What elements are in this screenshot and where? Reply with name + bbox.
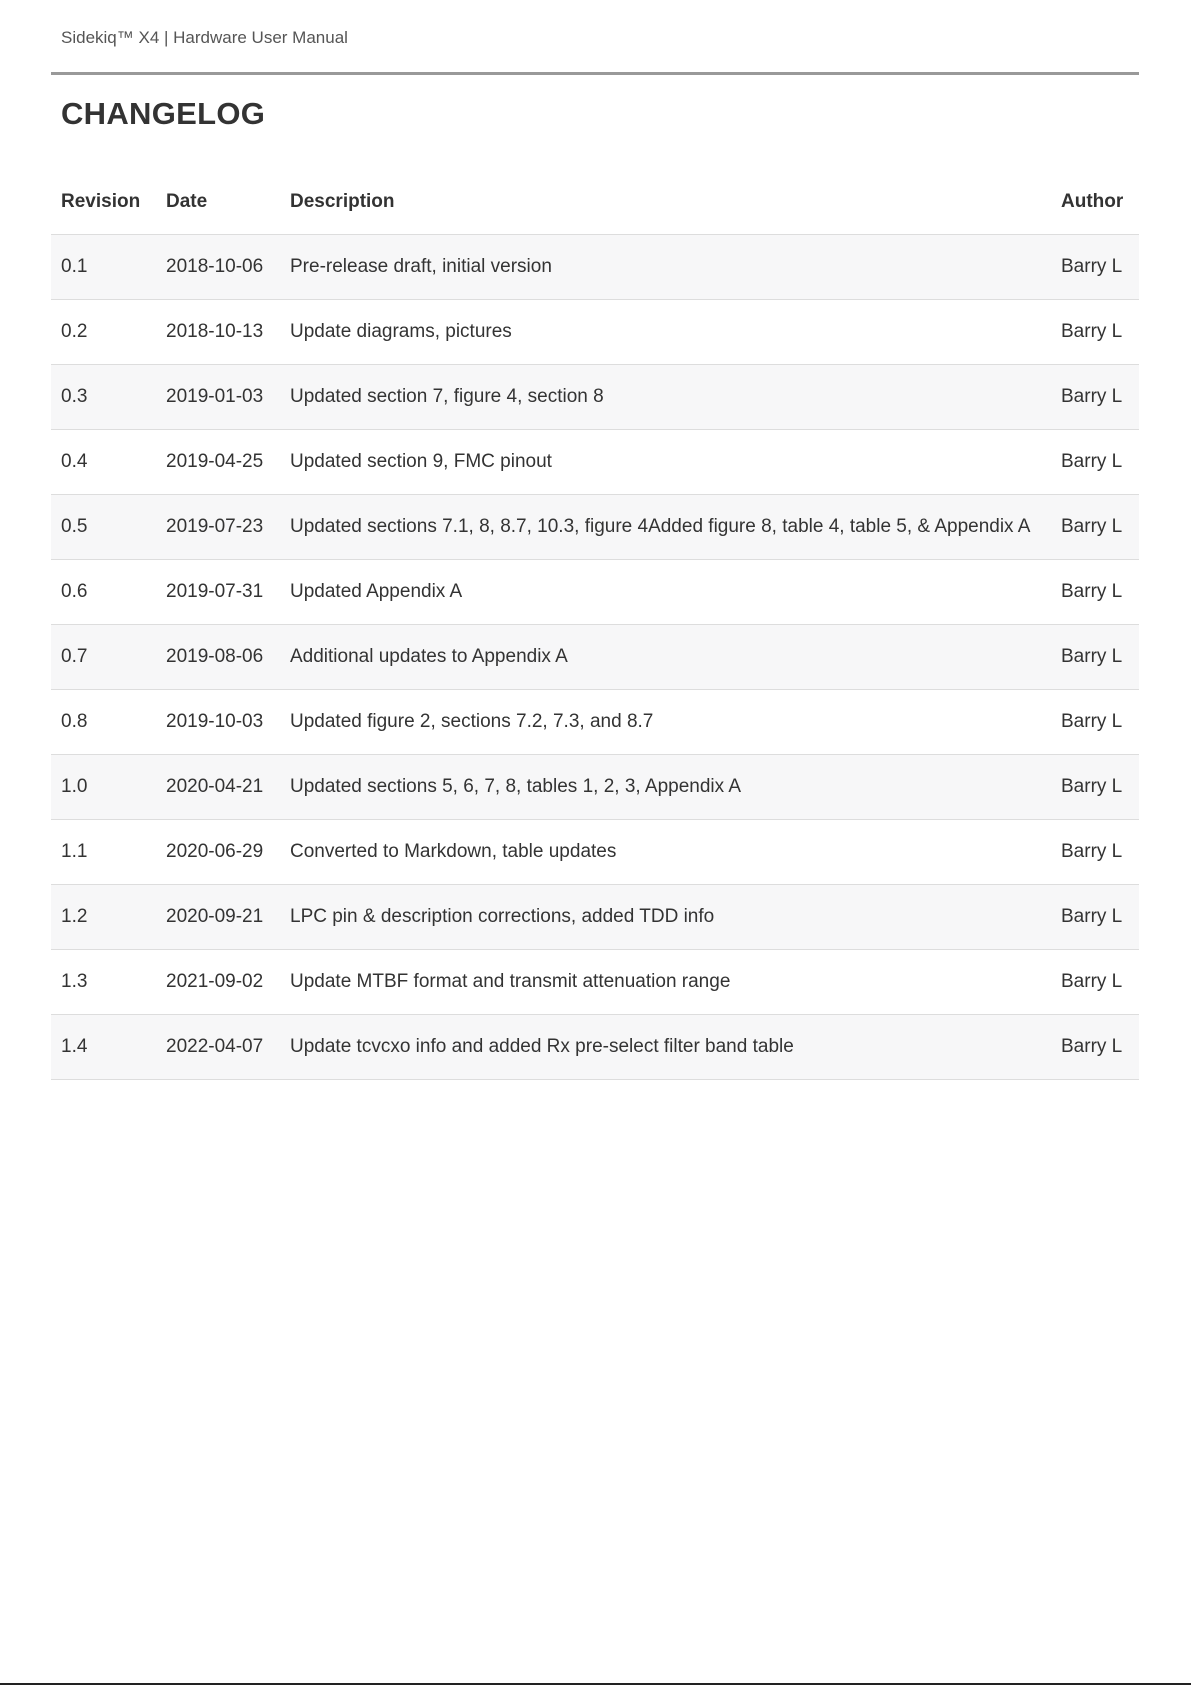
table-row (51, 495, 1139, 560)
table-header-row (51, 170, 1139, 235)
page-title: CHANGELOG (61, 96, 266, 131)
cell-description: Updated figure 2, sections 7.2, 7.3, and 8.7 (280, 690, 1051, 755)
cell-description: Update tcvcxo info and added Rx pre-select filter band table (280, 1015, 1051, 1080)
cell-author: Barry L (1051, 885, 1139, 950)
cell-date: 2019-07-23 (156, 495, 280, 560)
cell-description: Updated section 7, figure 4, section 8 (280, 365, 1051, 430)
cell-author: Barry L (1051, 950, 1139, 1015)
changelog-table (51, 170, 1139, 1080)
cell-author: Barry L (1051, 365, 1139, 430)
cell-date: 2021-09-02 (156, 950, 280, 1015)
table-row (51, 560, 1139, 625)
header-divider (51, 72, 1139, 75)
cell-revision: 0.1 (51, 235, 156, 300)
table-row (51, 300, 1139, 365)
cell-revision: 1.3 (51, 950, 156, 1015)
column-header-description: Description (280, 170, 1051, 235)
cell-author: Barry L (1051, 235, 1139, 300)
cell-description: Updated sections 5, 6, 7, 8, tables 1, 2, 3, Appendix A (280, 755, 1051, 820)
cell-author: Barry L (1051, 495, 1139, 560)
cell-description: Converted to Markdown, table updates (280, 820, 1051, 885)
cell-author: Barry L (1051, 1015, 1139, 1080)
cell-author: Barry L (1051, 625, 1139, 690)
cell-description: Updated sections 7.1, 8, 8.7, 10.3, figure 4Added figure 8, table 4, table 5, & Appendix A (280, 495, 1051, 560)
cell-author: Barry L (1051, 690, 1139, 755)
cell-author: Barry L (1051, 560, 1139, 625)
cell-author: Barry L (1051, 430, 1139, 495)
cell-date: 2020-06-29 (156, 820, 280, 885)
cell-author: Barry L (1051, 755, 1139, 820)
cell-date: 2019-08-06 (156, 625, 280, 690)
table-row (51, 690, 1139, 755)
table-row (51, 820, 1139, 885)
cell-author: Barry L (1051, 820, 1139, 885)
cell-author: Barry L (1051, 300, 1139, 365)
cell-revision: 0.2 (51, 300, 156, 365)
cell-date: 2022-04-07 (156, 1015, 280, 1080)
cell-date: 2019-04-25 (156, 430, 280, 495)
cell-revision: 1.2 (51, 885, 156, 950)
cell-date: 2019-10-03 (156, 690, 280, 755)
table-row (51, 430, 1139, 495)
cell-revision: 1.1 (51, 820, 156, 885)
cell-description: Additional updates to Appendix A (280, 625, 1051, 690)
cell-revision: 0.7 (51, 625, 156, 690)
cell-date: 2020-04-21 (156, 755, 280, 820)
cell-date: 2020-09-21 (156, 885, 280, 950)
cell-revision: 0.4 (51, 430, 156, 495)
cell-revision: 0.6 (51, 560, 156, 625)
cell-description: LPC pin & description corrections, added TDD info (280, 885, 1051, 950)
table-row (51, 625, 1139, 690)
column-header-author: Author (1051, 170, 1139, 235)
cell-description: Update MTBF format and transmit attenuation range (280, 950, 1051, 1015)
running-header: Sidekiq™ X4 | Hardware User Manual (61, 28, 348, 47)
table-row (51, 950, 1139, 1015)
cell-revision: 0.5 (51, 495, 156, 560)
table-row (51, 365, 1139, 430)
cell-description: Updated section 9, FMC pinout (280, 430, 1051, 495)
cell-date: 2019-01-03 (156, 365, 280, 430)
cell-revision: 0.3 (51, 365, 156, 430)
table-row (51, 755, 1139, 820)
column-header-revision: Revision (51, 170, 156, 235)
cell-description: Update diagrams, pictures (280, 300, 1051, 365)
changelog-rows (51, 235, 1139, 1080)
cell-description: Pre-release draft, initial version (280, 235, 1051, 300)
cell-date: 2018-10-06 (156, 235, 280, 300)
table-row (51, 235, 1139, 300)
column-header-date: Date (156, 170, 280, 235)
cell-revision: 0.8 (51, 690, 156, 755)
cell-description: Updated Appendix A (280, 560, 1051, 625)
cell-revision: 1.0 (51, 755, 156, 820)
cell-revision: 1.4 (51, 1015, 156, 1080)
table-row (51, 1015, 1139, 1080)
cell-date: 2018-10-13 (156, 300, 280, 365)
cell-date: 2019-07-31 (156, 560, 280, 625)
table-row (51, 885, 1139, 950)
